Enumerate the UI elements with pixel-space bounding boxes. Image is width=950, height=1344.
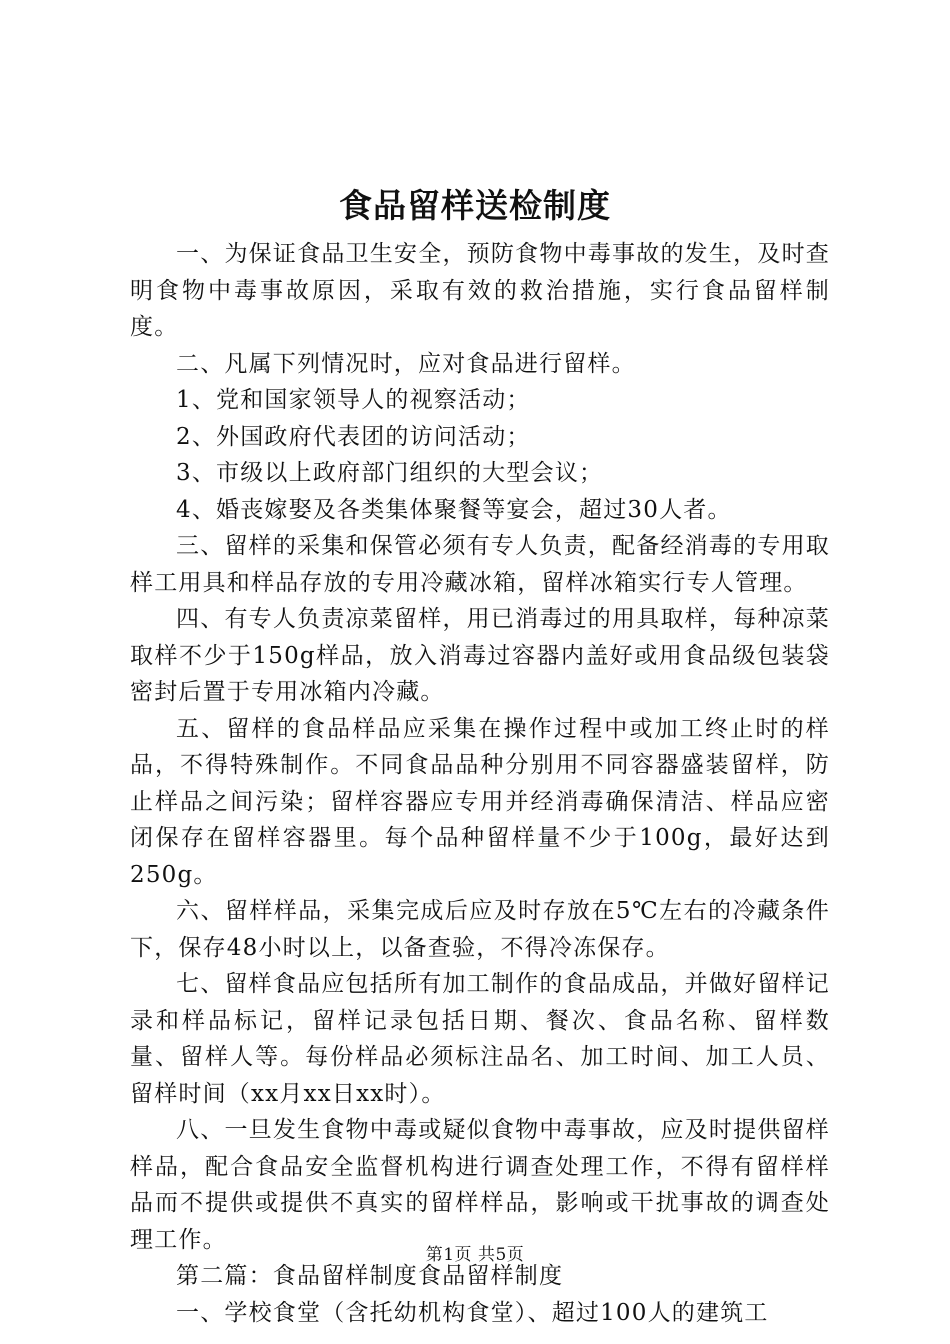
paragraph-1: 一、为保证食品卫生安全，预防食物中毒事故的发生，及时查明食物中毒事故原因，采取有效的救治措施，实行食品留样制度。 xyxy=(130,241,830,340)
paragraph-8: 八、一旦发生食物中毒或疑似食物中毒事故，应及时提供留样样品，配合食品安全监督机构进行调查处理工作，不得有留样样品而不提供或提供不真实的留样样品，影响或干扰事故的调查处理工作。 xyxy=(130,1117,830,1253)
list-item-4: 4、婚丧嫁娶及各类集体聚餐等宴会，超过30人者。 xyxy=(176,496,732,523)
list-item-1: 1、党和国家领导人的视察活动； xyxy=(176,387,531,413)
paragraph-5: 五、留样的食品样品应采集在操作过程中或加工终止时的样品，不得特殊制作。不同食品品种分别用不同容器盛装留样，防止样品之间污染；留样容器应专用并经消毒确保清洁、样品应密闭保存在留样容器里。每个品种留样量不少于100g，最好达到250g。 xyxy=(130,715,830,888)
paragraph-4: 四、有专人负责凉菜留样，用已消毒过的用具取样，每种凉菜取样不少于150g样品，放入消毒过容器内盖好或用食品级包装袋密封后置于专用冰箱内冷藏。 xyxy=(130,606,830,705)
section-heading: 第二篇：食品留样制度食品留样制度 xyxy=(176,1263,564,1289)
paragraph-3: 三、留样的采集和保管必须有专人负责，配备经消毒的专用取样工用具和样品存放的专用冷藏冰箱，留样冰箱实行专人管理。 xyxy=(130,533,830,596)
paragraph-2: 二、凡属下列情况时，应对食品进行留样。 xyxy=(176,350,636,377)
document-title: 食品留样送检制度 xyxy=(339,186,611,225)
list-item-3: 3、市级以上政府部门组织的大型会议； xyxy=(176,460,604,486)
paragraph-9: 一、学校食堂（含托幼机构食堂）、超过100人的建筑工 xyxy=(176,1299,769,1326)
paragraph-7: 七、留样食品应包括所有加工制作的食品成品，并做好留样记录和样品标记，留样记录包括日期、餐次、食品名称、留样数量、留样人等。每份样品必须标注品名、加工时间、加工人员、留样时间（xx月xx日xx时）。 xyxy=(130,971,830,1107)
document-body xyxy=(130,236,830,1331)
list-item-2: 2、外国政府代表团的访问活动； xyxy=(176,423,531,450)
page-indicator: 第1页 共5页 xyxy=(425,1245,525,1265)
paragraph-6: 六、留样样品，采集完成后应及时存放在5℃左右的冷藏条件下，保存48小时以上，以备查验，不得冷冻保存。 xyxy=(130,898,830,961)
